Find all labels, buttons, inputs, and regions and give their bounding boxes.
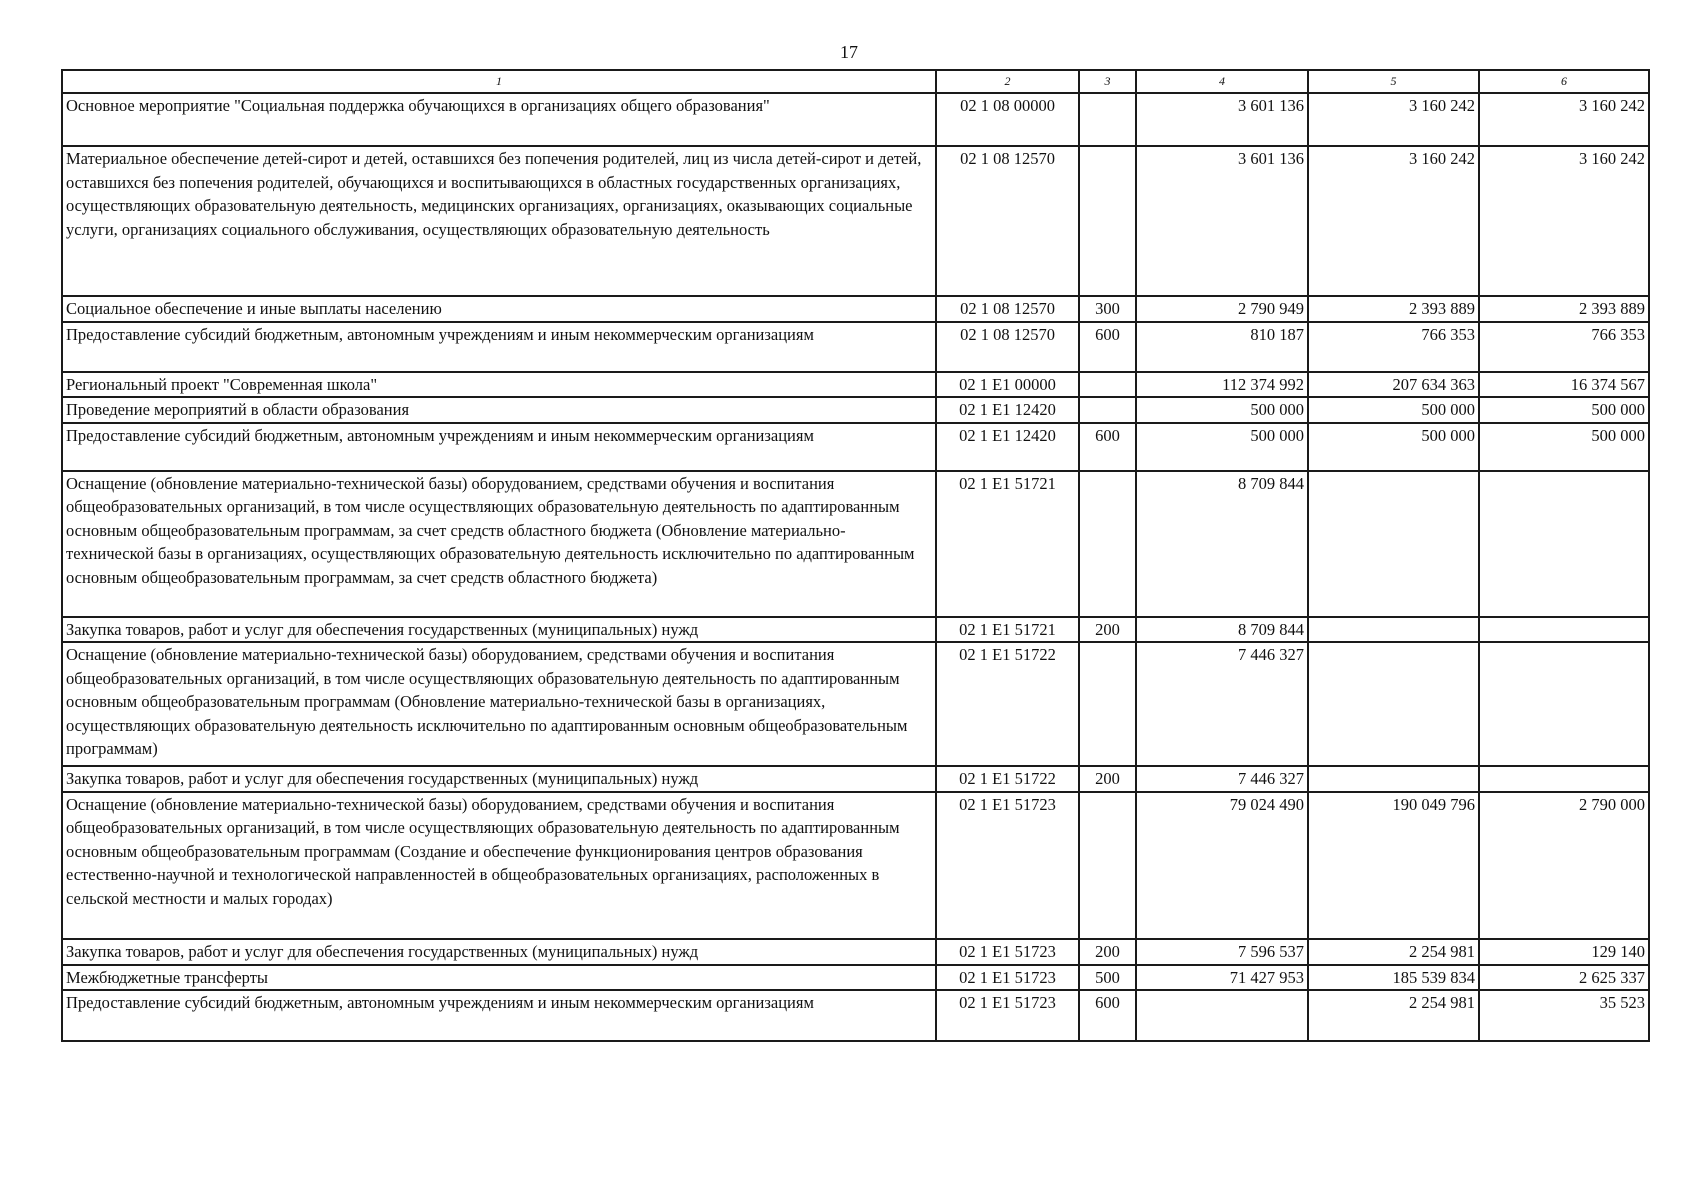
column-header-6: 6	[1479, 70, 1649, 93]
row-classification-code: 02 1 E1 51723	[936, 965, 1079, 991]
row-classification-code: 02 1 E1 51723	[936, 792, 1079, 939]
row-value-col5: 2 254 981	[1308, 990, 1479, 1041]
row-classification-code: 02 1 08 00000	[936, 93, 1079, 146]
column-header-3: 3	[1079, 70, 1136, 93]
row-classification-code: 02 1 08 12570	[936, 146, 1079, 296]
row-value-col5: 185 539 834	[1308, 965, 1479, 991]
row-value-col4: 71 427 953	[1136, 965, 1308, 991]
row-classification-code: 02 1 E1 51723	[936, 939, 1079, 965]
row-expense-type	[1079, 93, 1136, 146]
table-row	[62, 93, 1649, 146]
row-classification-code: 02 1 08 12570	[936, 296, 1079, 322]
row-value-col5	[1308, 471, 1479, 617]
row-value-col5: 2 254 981	[1308, 939, 1479, 965]
row-description: Закупка товаров, работ и услуг для обеспечения государственных (муниципальных) нужд	[62, 617, 936, 643]
table-row	[62, 423, 1649, 471]
row-expense-type: 500	[1079, 965, 1136, 991]
table-row	[62, 322, 1649, 372]
row-value-col6: 500 000	[1479, 397, 1649, 423]
table-row	[62, 617, 1649, 643]
row-classification-code: 02 1 E1 51723	[936, 990, 1079, 1041]
row-value-col4: 7 446 327	[1136, 642, 1308, 766]
row-classification-code: 02 1 E1 12420	[936, 397, 1079, 423]
row-description: Межбюджетные трансферты	[62, 965, 936, 991]
table-row	[62, 372, 1649, 398]
row-description: Закупка товаров, работ и услуг для обеспечения государственных (муниципальных) нужд	[62, 939, 936, 965]
row-value-col6: 3 160 242	[1479, 146, 1649, 296]
row-description: Материальное обеспечение детей-сирот и детей, оставшихся без попечения родителей, лиц из числа детей-сирот и детей, оставшихся без попечения родителей, обучающихся и воспитывающихся в областных государственных организациях, осуществляющих образовательную деятельность, медицинских организациях, организациях, оказывающих социальные услуги, организациях социального обслуживания, осуществляющих образовательную деятельность	[62, 146, 936, 296]
row-value-col4: 2 790 949	[1136, 296, 1308, 322]
table-header-row	[62, 70, 1649, 93]
row-value-col5: 207 634 363	[1308, 372, 1479, 398]
row-value-col5: 3 160 242	[1308, 146, 1479, 296]
row-value-col4: 8 709 844	[1136, 471, 1308, 617]
page-number: 17	[840, 42, 858, 62]
row-value-col5: 3 160 242	[1308, 93, 1479, 146]
row-value-col6: 2 790 000	[1479, 792, 1649, 939]
table-row	[62, 471, 1649, 617]
row-value-col4: 8 709 844	[1136, 617, 1308, 643]
row-value-col4: 810 187	[1136, 322, 1308, 372]
row-value-col4: 3 601 136	[1136, 146, 1308, 296]
row-value-col4: 7 596 537	[1136, 939, 1308, 965]
table-row	[62, 965, 1649, 991]
row-description: Предоставление субсидий бюджетным, автономным учреждениям и иным некоммерческим организациям	[62, 322, 936, 372]
column-header-2: 2	[936, 70, 1079, 93]
row-expense-type	[1079, 792, 1136, 939]
table-row	[62, 296, 1649, 322]
row-value-col6	[1479, 642, 1649, 766]
row-classification-code: 02 1 E1 51722	[936, 766, 1079, 792]
row-value-col4: 7 446 327	[1136, 766, 1308, 792]
column-header-1: 1	[62, 70, 936, 93]
row-value-col5	[1308, 617, 1479, 643]
row-value-col6: 35 523	[1479, 990, 1649, 1041]
row-value-col5: 766 353	[1308, 322, 1479, 372]
row-value-col6: 3 160 242	[1479, 93, 1649, 146]
row-value-col4: 112 374 992	[1136, 372, 1308, 398]
row-value-col6: 2 625 337	[1479, 965, 1649, 991]
row-expense-type	[1079, 471, 1136, 617]
row-expense-type: 600	[1079, 322, 1136, 372]
row-value-col6: 129 140	[1479, 939, 1649, 965]
table-row	[62, 990, 1649, 1041]
row-value-col5: 500 000	[1308, 397, 1479, 423]
row-value-col6	[1479, 766, 1649, 792]
row-classification-code: 02 1 E1 51722	[936, 642, 1079, 766]
row-expense-type	[1079, 397, 1136, 423]
row-expense-type	[1079, 146, 1136, 296]
row-value-col5: 190 049 796	[1308, 792, 1479, 939]
row-value-col4: 500 000	[1136, 397, 1308, 423]
row-value-col4: 500 000	[1136, 423, 1308, 471]
row-description: Основное мероприятие "Социальная поддержка обучающихся в организациях общего образования"	[62, 93, 936, 146]
table-row	[62, 792, 1649, 939]
row-description: Закупка товаров, работ и услуг для обеспечения государственных (муниципальных) нужд	[62, 766, 936, 792]
row-description: Оснащение (обновление материально-технической базы) оборудованием, средствами обучения и воспитания общеобразовательных организаций, в том числе осуществляющих образовательную деятельность по адаптированным основным общеобразовательным программам (Создание и обеспечение функционирования центров образования естественно-научной и технологической направленностей в общеобразовательных организациях, расположенных в сельской местности и малых городах)	[62, 792, 936, 939]
row-description: Социальное обеспечение и иные выплаты населению	[62, 296, 936, 322]
row-expense-type: 300	[1079, 296, 1136, 322]
row-value-col4: 79 024 490	[1136, 792, 1308, 939]
row-classification-code: 02 1 08 12570	[936, 322, 1079, 372]
table-row	[62, 766, 1649, 792]
row-classification-code: 02 1 E1 51721	[936, 617, 1079, 643]
row-description: Оснащение (обновление материально-технической базы) оборудованием, средствами обучения и воспитания общеобразовательных организаций, в том числе осуществляющих образовательную деятельность по адаптированным основным общеобразовательным программам, за счет средств областного бюджета (Обновление материально-технической базы в организациях, осуществляющих образовательную деятельность исключительно по адаптированным основным общеобразовательным программам, за счет средств областного бюджета)	[62, 471, 936, 617]
row-description: Предоставление субсидий бюджетным, автономным учреждениям и иным некоммерческим организациям	[62, 423, 936, 471]
row-expense-type: 600	[1079, 990, 1136, 1041]
column-header-5: 5	[1308, 70, 1479, 93]
table-row	[62, 397, 1649, 423]
row-value-col4	[1136, 990, 1308, 1041]
row-expense-type	[1079, 372, 1136, 398]
row-expense-type: 200	[1079, 939, 1136, 965]
row-value-col6: 500 000	[1479, 423, 1649, 471]
row-expense-type	[1079, 642, 1136, 766]
row-value-col5	[1308, 766, 1479, 792]
row-value-col6: 2 393 889	[1479, 296, 1649, 322]
row-classification-code: 02 1 E1 12420	[936, 423, 1079, 471]
row-description: Региональный проект "Современная школа"	[62, 372, 936, 398]
table-row	[62, 642, 1649, 766]
row-value-col6	[1479, 617, 1649, 643]
row-expense-type: 200	[1079, 766, 1136, 792]
row-classification-code: 02 1 E1 51721	[936, 471, 1079, 617]
row-expense-type: 600	[1079, 423, 1136, 471]
row-value-col5: 500 000	[1308, 423, 1479, 471]
row-value-col6: 16 374 567	[1479, 372, 1649, 398]
row-description: Предоставление субсидий бюджетным, автономным учреждениям и иным некоммерческим организациям	[62, 990, 936, 1041]
row-value-col5	[1308, 642, 1479, 766]
row-expense-type: 200	[1079, 617, 1136, 643]
row-value-col6: 766 353	[1479, 322, 1649, 372]
row-description: Оснащение (обновление материально-технической базы) оборудованием, средствами обучения и воспитания общеобразовательных организаций, в том числе осуществляющих образовательную деятельность по адаптированным основным общеобразовательным программам (Обновление материально-технической базы в организациях, осуществляющих образовательную деятельность исключительно по адаптированным основным общеобразовательным программам)	[62, 642, 936, 766]
row-value-col6	[1479, 471, 1649, 617]
row-description: Проведение мероприятий в области образования	[62, 397, 936, 423]
row-value-col5: 2 393 889	[1308, 296, 1479, 322]
table-row	[62, 939, 1649, 965]
budget-table	[61, 69, 1650, 1042]
row-classification-code: 02 1 E1 00000	[936, 372, 1079, 398]
row-value-col4: 3 601 136	[1136, 93, 1308, 146]
table-row	[62, 146, 1649, 296]
column-header-4: 4	[1136, 70, 1308, 93]
